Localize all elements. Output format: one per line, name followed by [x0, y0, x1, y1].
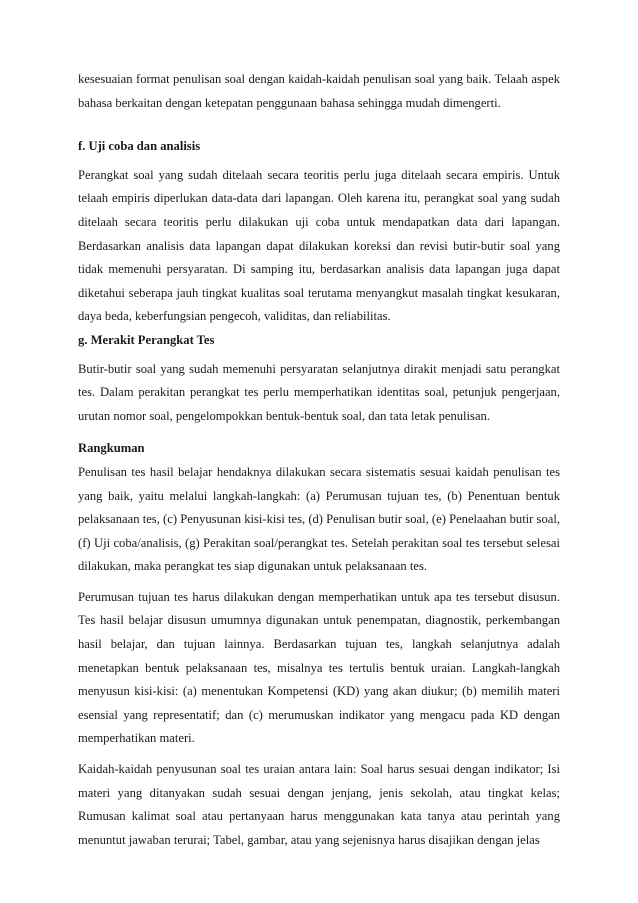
section-g-heading: g. Merakit Perangkat Tes: [78, 332, 215, 347]
section-f-paragraph: Perangkat soal yang sudah ditelaah secara teoritis perlu juga ditelaah secara empiris. Untuk telaah empiris diperlukan data-data dari lapangan. Oleh karena itu, perangkat soal yang sudah ditelaah secara teoritis perlu dilakukan uji coba untuk mendapatkan data dari lapangan. Berdasarkan analisis data lapangan dapat dilakukan koreksi dan revisi butir-butir soal yang tidak memenuhi persyaratan. Di samping itu, berdasarkan analisis data lapangan juga dapat diketahui seberapa jauh tingkat kualitas soal terutama menyangkut masalah tingkat kesukaran, daya beda, keberfungsian pengecoh, validitas, dan reliabilitas.: [78, 167, 560, 324]
section-g-paragraph: Butir-butir soal yang sudah memenuhi persyaratan selanjutnya dirakit menjadi satu perangkat tes. Dalam perakitan perangkat tes perlu memperhatikan identitas soal, petunjuk pengerjaan, urutan nomor soal, pengelompokkan bentuk-bentuk soal, dan tata letak penulisan.: [78, 361, 560, 423]
summary-heading: Rangkuman: [78, 441, 145, 456]
document-page: [78, 68, 560, 852]
summary-paragraph-1: Penulisan tes hasil belajar hendaknya dilakukan secara sistematis sesuai kaidah penulisan tes yang baik, yaitu melalui langkah-langkah: (a) Perumusan tujuan tes, (b) Penentuan bentuk pelaksanaan tes, (c) Penyusunan kisi-kisi tes, (d) Penulisan butir soal, (e) Penelaahan butir soal, (f) Uji coba/analisis, (g) Perakitan soal/perangkat tes. Setelah perakitan soal tes tersebut selesai dilakukan, maka perangkat tes siap digunakan untuk pelaksanaan tes.: [78, 464, 560, 574]
intro-paragraph: kesesuaian format penulisan soal dengan kaidah-kaidah penulisan soal yang baik. Telaah aspek bahasa berkaitan dengan ketepatan penggunaan bahasa sehingga mudah dimengerti.: [78, 72, 560, 110]
section-f-heading: f. Uji coba dan analisis: [78, 139, 201, 154]
summary-paragraph-2: Perumusan tujuan tes harus dilakukan dengan memperhatikan untuk apa tes tersebut disusun. Tes hasil belajar disusun umumnya digunakan untuk penempatan, diagnostik, perkembangan hasil belajar, dan tujuan lainnya. Berdasarkan tujuan tes, langkah selanjutnya adalah menetapkan bentuk pelaksanaan tes, misalnya tes tertulis bentuk uraian. Langkah-langkah menyusun kisi-kisi: (a) menentukan Kompetensi (KD) yang akan diukur; (b) memilih materi esensial yang representatif; dan (c) merumuskan indikator yang mengacu pada KD dengan memperhatikan materi.: [78, 589, 560, 746]
summary-paragraph-3: Kaidah-kaidah penyusunan soal tes uraian antara lain: Soal harus sesuai dengan indikator; Isi materi yang ditanyakan sudah sesuai dengan jenjang, jenis sekolah, atau tingkat kelas; Rumusan kalimat soal atau pertanyaan harus menggunakan kata tanya atau perintah yang menuntut jawaban terurai; Tabel, gambar, atau yang sejenisnya harus disajikan dengan jelas: [78, 762, 560, 847]
